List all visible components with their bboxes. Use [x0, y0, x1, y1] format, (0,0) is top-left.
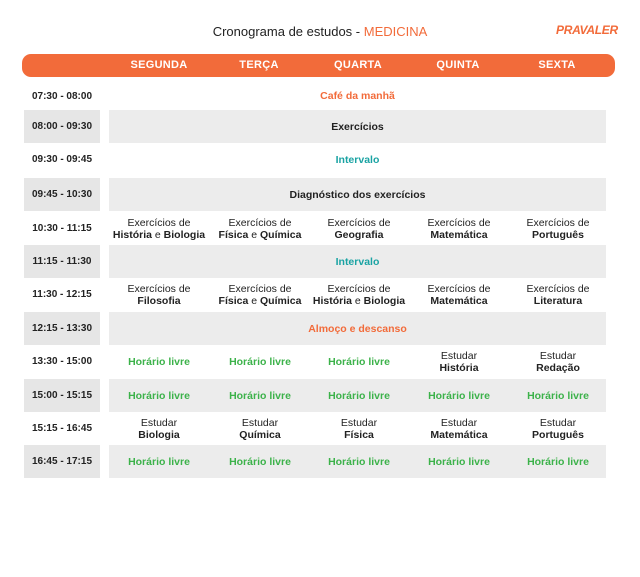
activity-label: Estudar [539, 349, 577, 362]
full-width-activity: Almoço e descanso [109, 312, 606, 345]
title-accent: MEDICINA [363, 24, 428, 39]
activity-label: Exercícios de [427, 216, 491, 229]
subject-line [239, 429, 280, 441]
free-time-label: Horário livre [229, 455, 291, 468]
activity-label: Exercícios de [526, 282, 590, 295]
subject-line [219, 229, 302, 241]
activity-cell [210, 412, 310, 445]
activity-cell [508, 412, 608, 445]
subject-joiner: e [151, 228, 164, 241]
activity-label: Estudar [440, 349, 478, 362]
subject-name: Química [260, 228, 302, 241]
activity-cell [309, 278, 409, 311]
activity-cell [409, 412, 509, 445]
activity-cell [210, 212, 310, 245]
day-header-quinta: QUINTA [436, 59, 480, 71]
time-slot: 12:15 - 13:30 [24, 312, 100, 345]
subject-line [534, 295, 582, 307]
subject-name: Matemática [430, 228, 488, 241]
time-slot: 09:45 - 10:30 [24, 178, 100, 211]
activity-label: Exercícios de [526, 216, 590, 229]
free-time-label: Horário livre [128, 355, 190, 368]
subject-line [113, 229, 205, 241]
activity-cell [508, 278, 608, 311]
free-time-label: Horário livre [428, 455, 490, 468]
activity-label: Exercícios de [327, 216, 391, 229]
activity-cell [309, 445, 409, 478]
free-time-label: Horário livre [128, 389, 190, 402]
subject-line [536, 362, 580, 374]
full-width-activity: Café da manhã [320, 90, 395, 102]
activity-cell [309, 379, 409, 412]
subject-name: Geografia [334, 228, 384, 241]
subject-name: Filosofia [137, 294, 181, 307]
schedule-row [0, 345, 640, 378]
activity-cell [508, 379, 608, 412]
activity-cell [409, 212, 509, 245]
subject-line [532, 429, 584, 441]
free-time-label: Horário livre [527, 389, 589, 402]
subject-line [430, 229, 487, 241]
schedule-row [0, 144, 640, 175]
day-header-quarta: QUARTA [333, 59, 383, 71]
activity-label: Estudar [241, 416, 279, 429]
subject-name: Química [260, 294, 302, 307]
subject-line [138, 429, 179, 441]
time-slot: 10:30 - 11:15 [32, 223, 92, 234]
time-slot: 11:15 - 11:30 [24, 245, 100, 278]
subject-joiner: e [248, 228, 261, 241]
page-title [0, 24, 640, 39]
full-width-activity: Intervalo [335, 153, 380, 166]
subject-name: História [112, 228, 152, 241]
time-slot: 09:30 - 09:45 [31, 154, 93, 165]
activity-label: Exercícios de [127, 282, 191, 295]
time-slot: 08:00 - 09:30 [24, 110, 100, 143]
free-time-label: Horário livre [428, 389, 490, 402]
subject-name: Química [239, 428, 281, 441]
activity-cell [109, 278, 209, 311]
schedule-row [0, 445, 640, 478]
subject-line [334, 229, 383, 241]
day-header-terca: TERÇA [239, 59, 279, 71]
time-slot: 15:00 - 15:15 [24, 379, 100, 412]
subject-line [219, 295, 302, 307]
subject-name: Matemática [430, 294, 488, 307]
activity-label: Estudar [140, 416, 178, 429]
day-header-segunda: SEGUNDA [130, 59, 188, 71]
subject-line [313, 295, 405, 307]
day-header-sexta: SEXTA [538, 59, 576, 71]
subject-line [439, 362, 478, 374]
activity-cell [508, 345, 608, 378]
activity-label: Estudar [340, 416, 378, 429]
subject-name: Português [532, 228, 584, 241]
free-time-label: Horário livre [328, 355, 390, 368]
schedule-row [0, 312, 640, 345]
schedule-row [0, 110, 640, 143]
time-slot: 07:30 - 08:00 [31, 90, 93, 102]
subject-name: História [439, 361, 479, 374]
activity-cell [210, 278, 310, 311]
free-time-label: Horário livre [527, 455, 589, 468]
free-time-label: Horário livre [229, 389, 291, 402]
activity-cell [508, 445, 608, 478]
activity-label: Exercícios de [127, 216, 191, 229]
free-time-label: Horário livre [229, 355, 291, 368]
activity-cell [409, 278, 509, 311]
activity-label: Exercícios de [228, 216, 292, 229]
brand-logo: PRAVALER [556, 23, 618, 37]
subject-line [137, 295, 180, 307]
full-width-activity: Diagnóstico dos exercícios [109, 178, 606, 211]
subject-name: Biologia [163, 228, 206, 241]
subject-joiner: e [248, 294, 261, 307]
activity-cell [109, 445, 209, 478]
activity-cell [109, 212, 209, 245]
activity-cell [109, 379, 209, 412]
activity-cell [409, 345, 509, 378]
activity-label: Estudar [539, 416, 577, 429]
activity-cell [210, 445, 310, 478]
free-time-label: Horário livre [328, 389, 390, 402]
activity-cell [109, 345, 209, 378]
activity-cell [309, 345, 409, 378]
subject-name: Física [218, 228, 249, 241]
activity-cell [409, 445, 509, 478]
subject-name: História [312, 294, 352, 307]
time-slot: 16:45 - 17:15 [24, 445, 100, 478]
subject-joiner: e [351, 294, 364, 307]
subject-line [532, 229, 584, 241]
activity-cell [508, 212, 608, 245]
subject-name: Biologia [138, 428, 180, 441]
activity-label: Exercícios de [228, 282, 292, 295]
subject-line [344, 429, 374, 441]
time-slot: 15:15 - 16:45 [31, 423, 93, 434]
day-header-bar [22, 54, 615, 77]
schedule-row [0, 178, 640, 211]
activity-cell [210, 345, 310, 378]
subject-line [430, 295, 487, 307]
subject-name: Literatura [533, 294, 583, 307]
free-time-label: Horário livre [328, 455, 390, 468]
activity-label: Estudar [440, 416, 478, 429]
schedule-row [0, 412, 640, 445]
schedule-row [0, 278, 640, 311]
schedule-row [0, 245, 640, 278]
free-time-label: Horário livre [128, 455, 190, 468]
activity-cell [409, 379, 509, 412]
activity-cell [210, 379, 310, 412]
activity-cell [109, 412, 209, 445]
activity-cell [309, 212, 409, 245]
subject-name: Redação [536, 361, 580, 374]
schedule-row [0, 379, 640, 412]
subject-line [430, 429, 487, 441]
subject-name: Física [218, 294, 249, 307]
activity-cell [309, 412, 409, 445]
subject-name: Matemática [430, 428, 488, 441]
full-width-activity: Exercícios [109, 110, 606, 143]
time-slot: 13:30 - 15:00 [31, 356, 93, 367]
subject-name: Português [532, 428, 584, 441]
schedule-row [0, 82, 640, 110]
subject-name: Biologia [363, 294, 406, 307]
activity-label: Exercícios de [327, 282, 391, 295]
activity-label: Exercícios de [427, 282, 491, 295]
subject-name: Física [344, 428, 374, 441]
title-prefix: Cronograma de estudos - [212, 24, 364, 39]
schedule-row [0, 212, 640, 245]
time-slot: 11:30 - 12:15 [32, 289, 92, 300]
full-width-activity: Intervalo [109, 245, 606, 278]
